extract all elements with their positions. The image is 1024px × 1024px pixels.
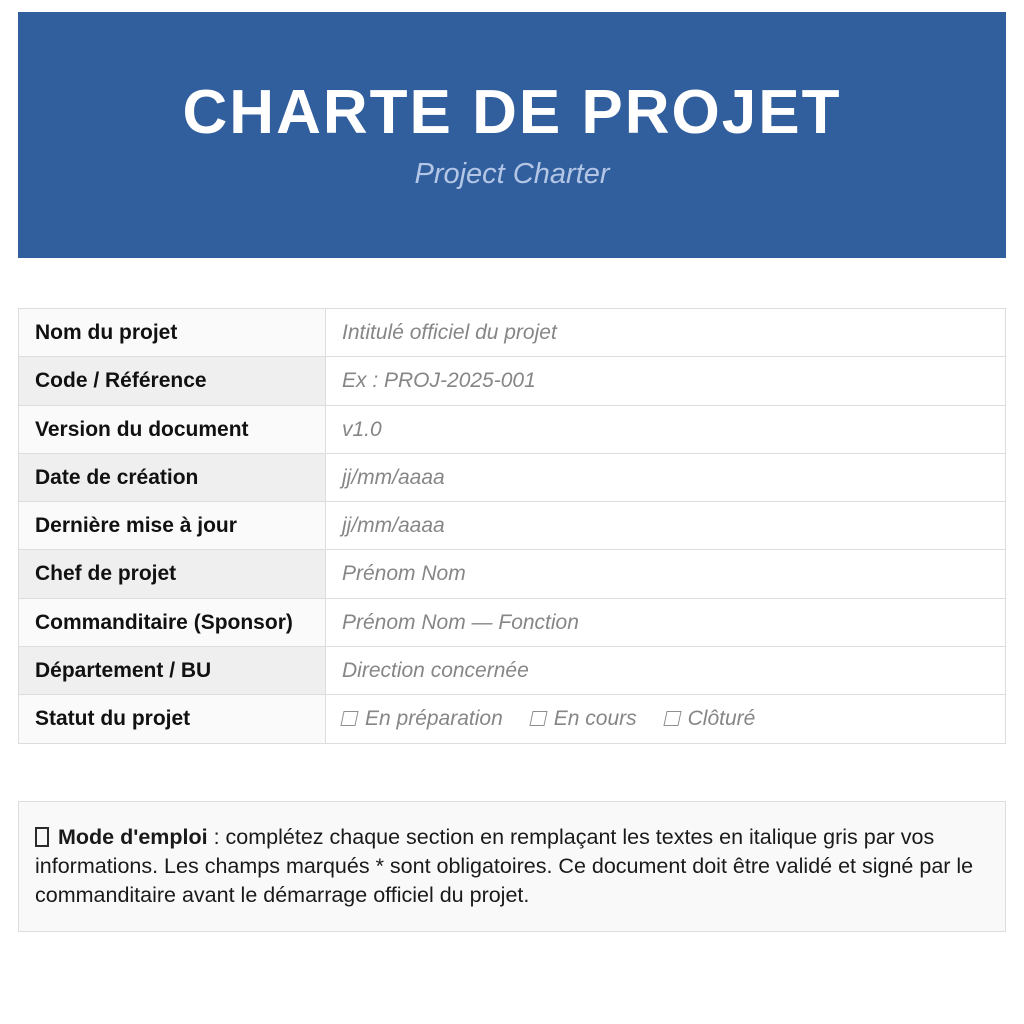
checkbox-empty-icon[interactable] xyxy=(663,711,681,726)
page-subtitle: Project Charter xyxy=(414,157,610,190)
field-label: Département / BU xyxy=(19,647,326,695)
field-label: Chef de projet xyxy=(19,550,326,598)
status-checkbox-option[interactable] xyxy=(665,705,756,732)
table-row xyxy=(19,309,1006,357)
field-label: Date de création xyxy=(19,453,326,501)
field-value[interactable]: jj/mm/aaaa xyxy=(326,453,1006,501)
checkbox-label: Clôturé xyxy=(687,707,756,731)
instructions-note xyxy=(18,801,1006,932)
info-table-body xyxy=(19,309,1006,744)
note-lead: Mode d'emploi xyxy=(58,824,208,849)
field-value[interactable]: Prénom Nom — Fonction xyxy=(326,598,1006,646)
table-row xyxy=(19,453,1006,501)
checkbox-empty-icon[interactable] xyxy=(340,711,358,726)
checkbox-label: En cours xyxy=(553,707,637,731)
field-label: Nom du projet xyxy=(19,309,326,357)
field-label: Commanditaire (Sponsor) xyxy=(19,598,326,646)
field-value[interactable]: jj/mm/aaaa xyxy=(326,502,1006,550)
field-value[interactable]: Direction concernée xyxy=(326,647,1006,695)
status-checkbox-option[interactable] xyxy=(531,705,637,732)
table-row xyxy=(19,598,1006,646)
table-row xyxy=(19,695,1006,743)
missing-glyph-box-icon xyxy=(35,827,49,847)
field-label: Statut du projet xyxy=(19,695,326,743)
note-body: : complétez chaque section en remplaçant les textes en italique gris par vos informations. Les champs marqués * sont obligatoires. Ce document doit être validé et signé par le commanditaire avant le démarrage officiel du projet. xyxy=(35,824,974,907)
table-row xyxy=(19,550,1006,598)
field-value[interactable]: Intitulé officiel du projet xyxy=(326,309,1006,357)
field-value[interactable] xyxy=(326,695,1006,743)
field-label: Version du document xyxy=(19,405,326,453)
table-row xyxy=(19,502,1006,550)
table-row xyxy=(19,647,1006,695)
page-title: CHARTE DE PROJET xyxy=(182,77,842,147)
field-value[interactable]: Ex : PROJ-2025-001 xyxy=(326,357,1006,405)
project-info-table xyxy=(18,308,1006,744)
title-banner xyxy=(18,12,1006,258)
field-label: Code / Référence xyxy=(19,357,326,405)
field-value[interactable]: v1.0 xyxy=(326,405,1006,453)
table-row xyxy=(19,357,1006,405)
field-value[interactable]: Prénom Nom xyxy=(326,550,1006,598)
status-checkbox-option[interactable] xyxy=(342,705,503,732)
field-label: Dernière mise à jour xyxy=(19,502,326,550)
table-row xyxy=(19,405,1006,453)
checkbox-empty-icon[interactable] xyxy=(529,711,547,726)
checkbox-label: En préparation xyxy=(365,707,503,731)
